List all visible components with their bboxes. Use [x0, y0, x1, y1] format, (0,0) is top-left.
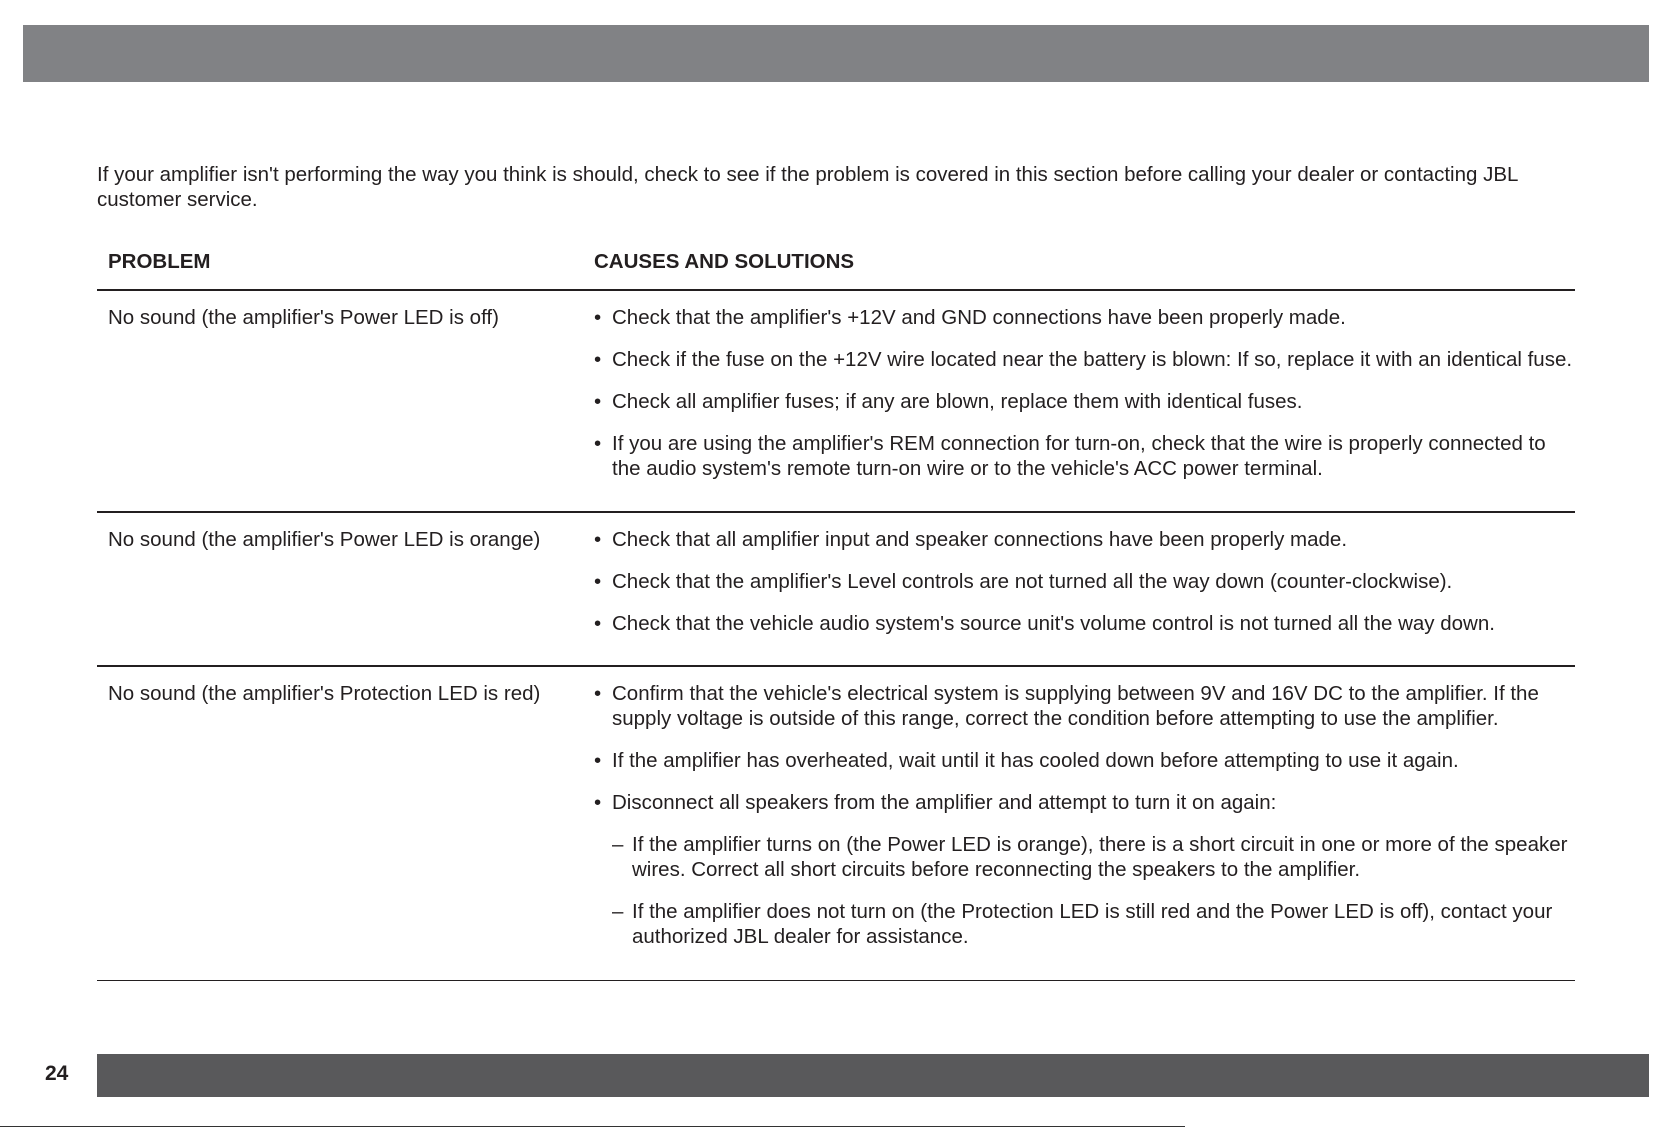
causes-cell [594, 291, 1575, 511]
header-causes: CAUSES AND SOLUTIONS [594, 250, 855, 273]
cause-item: • Confirm that the vehicle's electrical system is supplying between 9V and 16V DC to the amplifier. If the supply voltage is outside of this range, correct the condition before attempting to use the amplifier. [594, 681, 1575, 731]
table-row [97, 667, 1575, 981]
cause-item: • Check that the amplifier's +12V and GND connections have been properly made. [594, 305, 1575, 330]
intro-paragraph: If your amplifier isn't performing the way you think is should, check to see if the problem is covered in this section before calling your dealer or contacting JBL customer service. [97, 163, 1518, 211]
cause-item: • Disconnect all speakers from the amplifier and attempt to turn it on again: [594, 790, 1575, 815]
table-row [97, 513, 1575, 667]
causes-cell [594, 667, 1575, 980]
page-number: 24 [45, 1062, 69, 1085]
problem-cell: No sound (the amplifier's Power LED is orange) [108, 528, 541, 551]
sub-cause-item: – If the amplifier does not turn on (the Protection LED is still red and the Power LED is off), contact your authorized JBL dealer for assistance. [594, 899, 1575, 949]
cause-item: • If the amplifier has overheated, wait until it has cooled down before attempting to use it again. [594, 748, 1575, 773]
troubleshooting-table [97, 240, 1575, 981]
header-band [23, 25, 1649, 82]
footer-band [97, 1054, 1649, 1097]
causes-cell [594, 513, 1575, 665]
header-problem: PROBLEM [108, 250, 211, 273]
cause-item: • If you are using the amplifier's REM connection for turn-on, check that the wire is properly connected to the audio system's remote turn-on wire or to the vehicle's ACC power terminal. [594, 431, 1575, 481]
table-row [97, 291, 1575, 513]
cause-item: • Check that the vehicle audio system's source unit's volume control is not turned all the way down. [594, 611, 1575, 636]
sub-cause-item: – If the amplifier turns on (the Power LED is orange), there is a short circuit in one or more of the speaker wires. Correct all short circuits before reconnecting the speakers to the amplifier. [594, 832, 1575, 882]
problem-cell: No sound (the amplifier's Power LED is off) [108, 306, 499, 329]
cause-item: • Check that all amplifier input and speaker connections have been properly made. [594, 527, 1575, 552]
table-header-row [97, 240, 1575, 291]
problem-cell: No sound (the amplifier's Protection LED is red) [108, 682, 541, 705]
cause-item: • Check if the fuse on the +12V wire located near the battery is blown: If so, replace it with an identical fuse. [594, 347, 1575, 372]
cause-item: • Check all amplifier fuses; if any are blown, replace them with identical fuses. [594, 389, 1575, 414]
footer-rule [0, 1126, 1185, 1127]
cause-item: • Check that the amplifier's Level controls are not turned all the way down (counter-clockwise). [594, 569, 1575, 594]
